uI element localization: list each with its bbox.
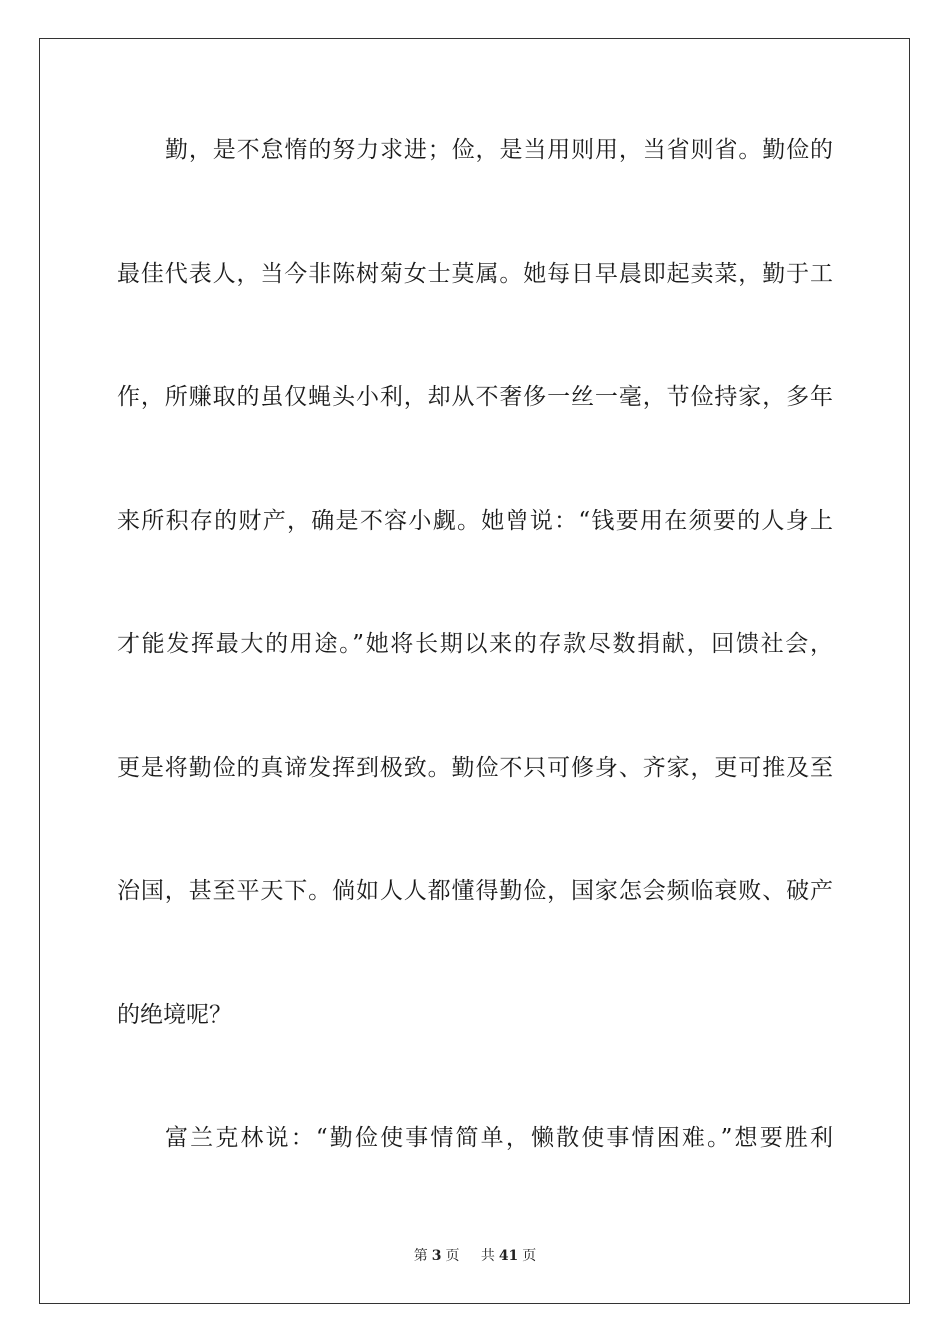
total-prefix: 共 (480, 1248, 495, 1264)
page-footer (0, 1247, 950, 1265)
paragraph-1-line-1: 勤，是不怠惰的努力求进；俭，是当用则用，当省则省。勤俭的 (165, 137, 833, 163)
page-border (39, 38, 910, 1304)
page-number: 3 (431, 1248, 442, 1264)
page-label (412, 1248, 462, 1264)
paragraph-1-line-6: 更是将勤俭的真谛发挥到极致。勤俭不只可修身、齐家，更可推及至 (117, 755, 833, 781)
total-pages: 41 (498, 1248, 519, 1264)
total-label (479, 1248, 538, 1264)
paragraph-1-line-2: 最佳代表人，当今非陈树菊女士莫属。她每日早晨即起卖菜，勤于工 (117, 261, 833, 287)
paragraph-1-line-5: 才能发挥最大的用途。”她将长期以来的存款尽数捐献，回馈社会， (117, 631, 833, 657)
paragraph-1-line-3: 作，所赚取的虽仅蝇头小利，却从不奢侈一丝一毫，节俭持家，多年 (117, 384, 833, 410)
paragraph-1-line-7: 治国，甚至平天下。倘如人人都懂得勤俭，国家怎会频临衰败、破产 (117, 878, 833, 904)
page-prefix: 第 (413, 1248, 428, 1264)
paragraph-1-line-8: 的绝境呢？ (117, 1002, 232, 1028)
page-suffix: 页 (445, 1248, 460, 1264)
total-suffix: 页 (522, 1248, 537, 1264)
paragraph-1-line-4: 来所积存的财产，确是不容小觑。她曾说：“钱要用在须要的人身上 (117, 508, 833, 534)
paragraph-2-line-1: 富兰克林说：“勤俭使事情简单，懒散使事情困难。”想要胜利 (165, 1125, 833, 1151)
